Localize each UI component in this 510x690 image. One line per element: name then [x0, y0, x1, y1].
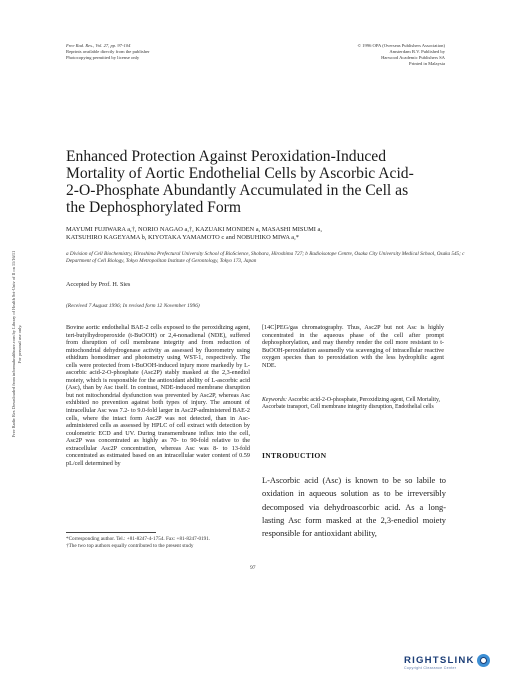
journal-citation: Free Rad. Res., Vol. 27, pp. 97-104: [66, 43, 131, 48]
rightslink-tagline: Copyright Clearance Center: [404, 666, 457, 670]
reprints-note: Reprints available directly from the publisher: [66, 49, 150, 54]
journal-header-right: [335, 43, 445, 67]
side-download-note: [11, 209, 23, 479]
author-line: MAYUMI FUJIWARA a,†, NORIO NAGAO a,†, KAZUAKI MONDEN a, MASASHI MISUMI a,: [66, 226, 322, 233]
side-download-line: Free Radic Res Downloaded from informahealthcare.com by Library of Health Sci-Univ of Il on 11/16/11: [11, 250, 16, 438]
author-list: [66, 226, 466, 242]
author-line: KATSUHIRO KAGEYAMA b, KIYOTAKA YAMAMOTO c and NOBUHIKO MIWA a,*: [66, 234, 299, 241]
keywords-text: Ascorbic acid-2-O-phosphate, Peroxidizing agent, Cell Mortality, Ascorbate transport, Cell membrane integrity disruption, Endothelial cells: [262, 397, 440, 410]
title-line: 2-O-Phosphate Abundantly Accumulated in the Cell as: [66, 182, 409, 199]
received-dates: (Received 7 August 1996; In revised form 12 November 1996): [66, 303, 200, 309]
abstract-text-left: Bovine aortic endothelial BAE-2 cells exposed to the peroxidizing agent, tert-butylhydroperoxide (t-BuOOH) or 2,4-nonadienal (NDE), suffered from disruption of cell membrane integrity and from reduction of mitochondrial dehydrogenase activity as assessed by fluorometry using ethidium homodimer and photometry using WST-1, respectively. The cells were protected from t-BuOOH-induced injury more markedly by L-ascorbic acid-2-O-phosphate (Asc2P) stably masked at the 2,3-enediol moiety, which is responsible for the antioxidant ability of L-ascorbic acid (Asc), than by Asc itself. In contrast, NDE-induced membrane disruption but not mitochondrial dysfunction was prevented by Asc2P, whereas Asc exhibited no prevention against both types of injury. The amount of intracellular Asc was 7.2- to 9.0-fold larger in Asc2P-administered BAE-2 cells, where the intact form Asc2P was not detected, than in Asc-administered cells as assessed by HPLC of cell extract with detection by coulometric ECD and UV. During transmembrane influx into the cell, Asc2P was concentrated as highly as 70- to 90-fold relative to the extracellular Asc2P concentration, whereas Asc was 8- to 13-fold concentrated as estimated based on an intracellular water content of 0.59 pL/cell determined by: [66, 324, 250, 467]
introduction-heading: INTRODUCTION: [262, 451, 327, 460]
title-line: the Dephosphorylated Form: [66, 199, 241, 216]
printed-in-line: Printed in Malaysia: [409, 61, 445, 66]
introduction-text: L-Ascorbic acid (Asc) is known to be so labile to oxidation in aqueous solution as to be irreversibly decomposed via dehydroascorbic acid. As a long-lasting Asc form masked at the 2,3-enediol moiety responsible for antioxidant ability,: [262, 476, 446, 539]
footnotes: [66, 536, 210, 549]
page-number: 97: [250, 565, 256, 571]
title-line: Mortality of Aortic Endothelial Cells by Ascorbic Acid-: [66, 165, 414, 182]
keywords: [262, 397, 444, 411]
accepted-by: Accepted by Prof. H. Sies: [66, 281, 131, 288]
photocopy-note: Photocopying permitted by license only: [66, 55, 140, 60]
affiliations: a Division of Cell Biochemistry, Hiroshima Prefectural University School of BioScience, Shobara, Hiroshima 727; b Radioisotope Centre, Osaka City University Medical School, Osaka 545; c Department of Cell Biology, Tokyo Metropolitan Institute of Gerontology, Tokyo 173, Japan: [66, 251, 465, 264]
journal-header-left: [66, 43, 150, 61]
copyright-line: © 1996 OPA (Overseas Publishers Association): [357, 43, 445, 48]
keywords-label: Keywords:: [262, 397, 287, 403]
footnote-equal-contribution: †The two top authors equally contributed to the present study: [66, 542, 194, 549]
footnote-corresponding: *Corresponding author. Tel.: +81-8247-4-1754. Fax: +81-8247-0191.: [66, 536, 211, 542]
abstract-text-right: [14C]PEG/gas chromatography. Thus, Asc2P but not Asc is highly concentrated in the aqueous phase of the cell after prompt dephosphorylation, and may thereby render the cell more resistant to t-BuOOH-peroxidation assumedly via scavenging of intracellular reactive oxygen species than to peroxidation with the less hydrophilic agent NDE.: [262, 324, 444, 369]
rightslink-logo[interactable]: [404, 654, 490, 670]
footnote-rule: [66, 532, 156, 533]
rightslink-mark-icon: [477, 654, 490, 667]
side-personal-use-line: For personal use only.: [16, 324, 22, 364]
article-title: [66, 148, 466, 216]
title-line: Enhanced Protection Against Peroxidation-Induced: [66, 148, 387, 165]
publisher-line-2: Harwood Academic Publishers SA: [381, 55, 445, 60]
rightslink-wordmark: RIGHTSLINK: [404, 655, 475, 666]
publisher-line-1: Amsterdam B.V. Published by: [389, 49, 445, 54]
